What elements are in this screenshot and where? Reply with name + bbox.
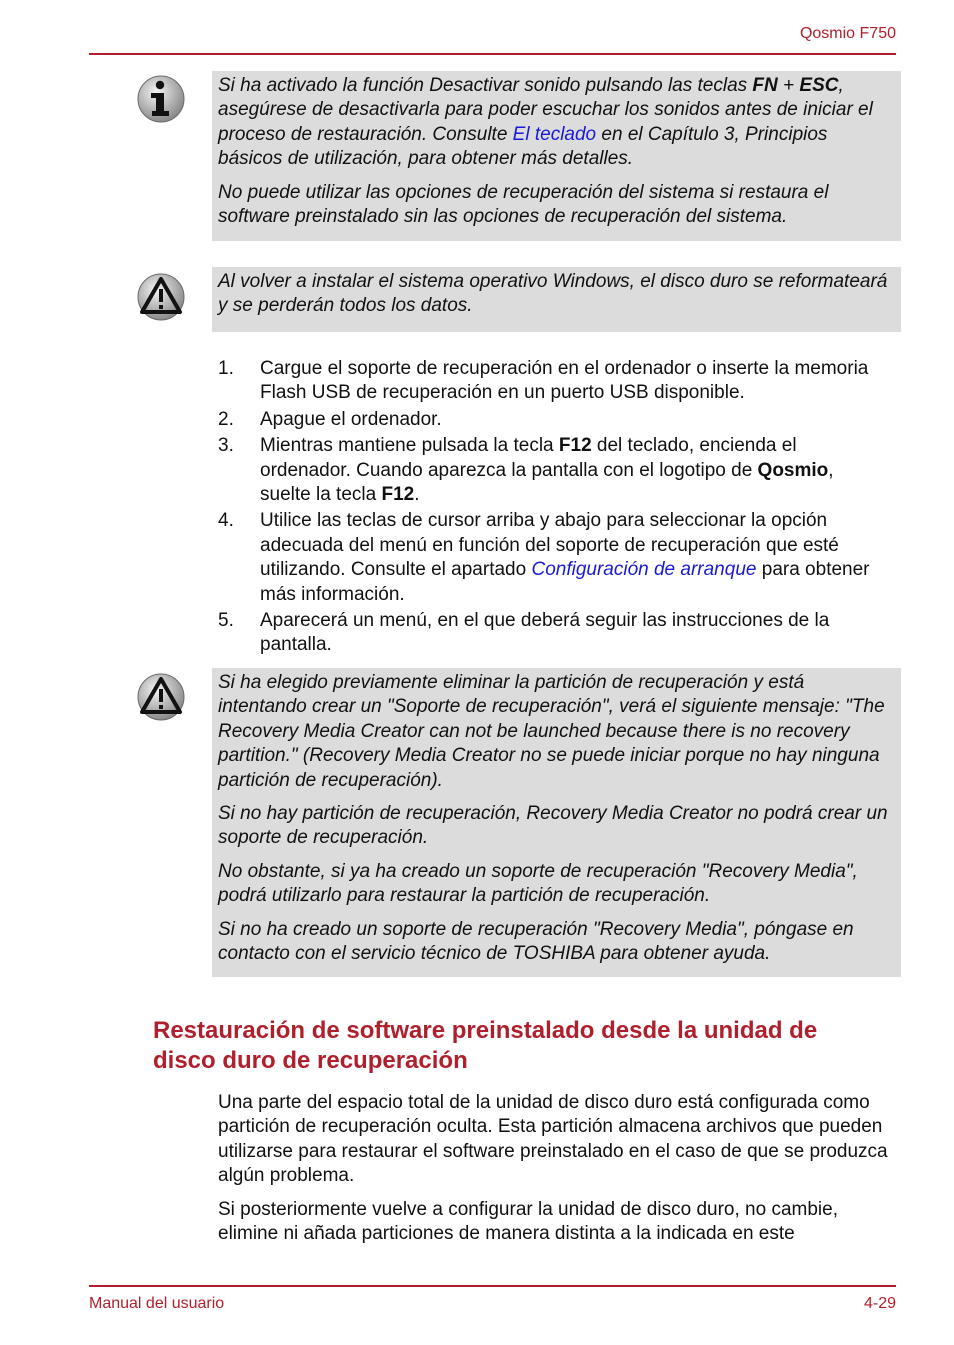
info-icon [136,74,186,124]
info-note-paragraph-2: No puede utilizar las opciones de recuperación del sistema si restaura el software preinstalado sin las opciones de recuperación del sistema. [218,181,829,228]
key-f12: F12 [381,484,415,506]
warning-note-paragraph: No obstante, si ya ha creado un soporte de recuperación "Recovery Media", podrá utilizarlo para restaurar la partición de recuperación. [218,860,858,907]
body-paragraph: Si posteriormente vuelve a configurar la unidad de disco duro, no cambie, elimine ni añada particiones de manera distinta a la indicada en este [218,1198,838,1245]
header-product: Qosmio F750 [799,25,896,42]
warning-note-2 [212,668,901,977]
list-item: 5. Aparecerá un menú, en el que deberá seguir las instrucciones de la pantalla. [218,610,830,656]
steps-list [218,357,888,660]
footer-manual-title: Manual del usuario [89,1295,225,1312]
warning-icon [136,672,186,722]
section-body [218,1091,898,1255]
warning-note-1 [212,267,901,332]
info-note-paragraph: Si ha activado la función Desactivar sonido pulsando las teclas FN + ESC, asegúrese de desactivarla para poder escuchar los sonidos antes de iniciar el proceso de restauración. Consulte El teclado en el Capítulo 3, Principios básicos de utilización, para obtener más detalles. [218,75,873,170]
key-esc: ESC [799,75,839,96]
list-item: 4. Utilice las teclas de cursor arriba y abajo para seleccionar la opción adecuada del menú en función del soporte de recuperación que esté utilizando. Consulte el apartado Configuración de arranque para obtener más información. [218,510,870,605]
section-heading: Restauración de software preinstalado desde la unidad de disco duro de recuperación [153,1017,818,1074]
brand-qosmio: Qosmio [757,459,829,481]
warning-note-paragraph: Al volver a instalar el sistema operativo Windows, el disco duro se reformateará y se perderán todos los datos. [218,271,888,317]
body-paragraph: Una parte del espacio total de la unidad de disco duro está configurada como partición de recuperación oculta. Esta partición almacena archivos que pueden utilizarse para restaurar el software preinstalado en el caso de que se produzca algún problema. [218,1092,888,1187]
key-fn: FN [752,75,778,96]
link-configuracion-de-arranque[interactable]: Configuración de arranque [531,559,757,581]
warning-icon [136,272,186,322]
key-f12: F12 [558,435,592,457]
warning-note-paragraph: Si no ha creado un soporte de recuperación "Recovery Media", póngase en contacto con el servicio técnico de TOSHIBA para obtener ayuda. [218,918,854,965]
footer-page-number: 4-29 [863,1295,896,1312]
warning-note-paragraph: Si ha elegido previamente eliminar la partición de recuperación y está intentando crear un "Soporte de recuperación", verá el siguiente mensaje: "The Recovery Media Creator can not be launched because there is no recovery partition." (Recovery Media Creator no se puede iniciar porque no hay ninguna partición de recuperación). [218,672,885,791]
list-item: 2. Apague el ordenador. [218,408,442,430]
warning-note-paragraph: Si no hay partición de recuperación, Recovery Media Creator no podrá crear un soporte de recuperación. [218,803,888,849]
header-rule [89,53,896,55]
info-note [212,71,901,241]
list-item: 3. Mientras mantiene pulsada la tecla F12 del teclado, encienda el ordenador. Cuando aparezca la pantalla con el logotipo de Qosmio, suelte la tecla F12. [218,435,834,506]
footer-rule [89,1285,896,1287]
link-el-teclado[interactable]: El teclado [512,123,597,145]
list-item: 1. Cargue el soporte de recuperación en el ordenador o inserte la memoria Flash USB de recuperación en un puerto USB disponible. [218,358,869,404]
